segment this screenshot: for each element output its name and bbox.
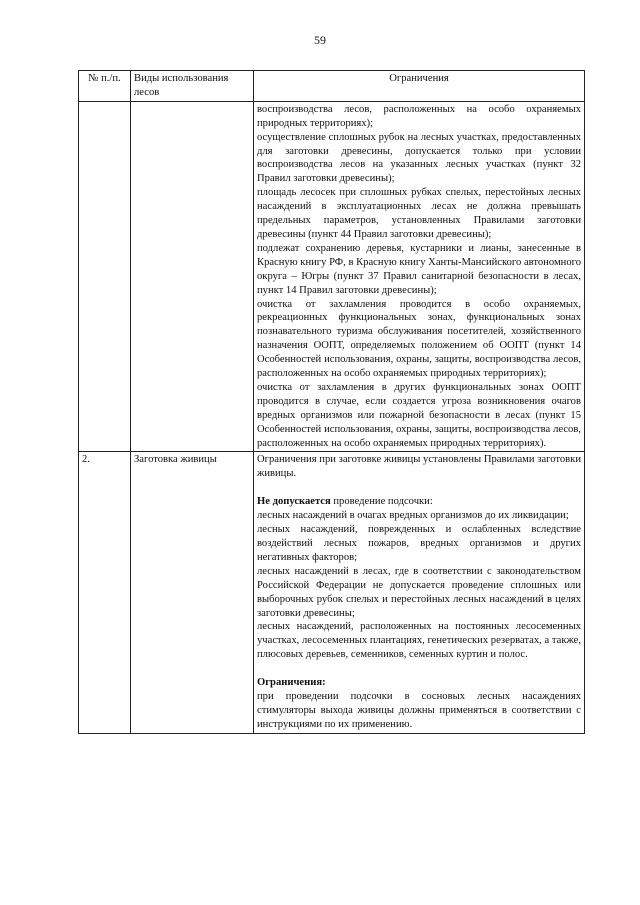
limits-text: при проведении подсочки в сосновых лесных насаждениях стимуляторы выхода живицы должны применяться в соответствии с инструкциями по их применению. (257, 691, 581, 730)
restrictions-cell (254, 101, 585, 452)
restriction-paragraph: осуществление сплошных рубок на лесных участках, предоставленных для заготовки древесины, допускается только при условии воспроизводства лесов на указанных лесных участках (пункт 32 Правил заготовки древесины); (257, 131, 581, 185)
header-restrictions: Ограничения (254, 71, 585, 102)
restrictions-table (78, 70, 585, 734)
table-row (79, 101, 585, 452)
ban-heading-bold: Не допускается (257, 496, 331, 508)
header-number: № п./п. (79, 71, 131, 102)
restriction-paragraph: подлежат сохранению деревья, кустарники и лианы, занесенные в Красную книгу РФ, в Красную книгу Ханты-Мансийского автономного округа – Югры (пункт 37 Правил санитарной безопасности в лесах, пункт 14 Правил заготовки древесины); (257, 242, 581, 296)
table-header-row (79, 71, 585, 102)
row-number-cell (79, 101, 131, 452)
table-row (79, 452, 585, 733)
ban-heading (257, 495, 581, 509)
restriction-paragraph: воспроизводства лесов, расположенных на особо охраняемых природных территориях); (257, 103, 581, 129)
row-kind-cell (131, 101, 254, 452)
restrictions-cell (254, 452, 585, 733)
page-number: 59 (314, 33, 326, 47)
restriction-paragraph: площадь лесосек при сплошных рубках спелых, перестойных лесных насаждений в эксплуатационных лесах не должна превышать предельных параметров, установленных Правилами заготовки древесины (пункт 44 Правил заготовки древесины); (257, 187, 581, 240)
restriction-paragraph: очистка от захламления проводится в особо охраняемых, рекреационных функциональных зонах, функциональных зонах познавательного туризма обслуживания посетителей, хозяйственного назначения ООПТ, определяемых положением об ООПТ (пункт 14 Особенностей использования, охраны, защиты, воспроизводства лесов, расположенных на особо охраняемых природных территориях); (257, 298, 581, 380)
ban-item: лесных насаждений в очагах вредных организмов до их ликвидации; (257, 510, 569, 522)
header-forest-use-type: Виды использования лесов (131, 71, 254, 102)
row-kind-cell: Заготовка живицы (131, 452, 254, 733)
ban-item: лесных насаждений, расположенных на постоянных лесосеменных участках, лесосеменных плантациях, генетических резерватах, а также, плюсовых деревьев, семенников, семенных куртин и полос. (257, 621, 581, 661)
row-number-cell: 2. (79, 452, 131, 733)
ban-heading-rest: проведение подсочки: (330, 496, 433, 508)
restriction-paragraph: очистка от захламления в других функциональных зонах ООПТ проводится в случае, если создается угроза возникновения очагов вредных организмов или пожарной безопасности в лесах (пункт 15 Особенностей использования, охраны, защиты, воспроизводства лесов, расположенных на особо охраняемых природных территориях). (257, 381, 581, 449)
limits-heading: Ограничения: (257, 677, 326, 689)
ban-item: лесных насаждений в лесах, где в соответствии с законодательством Российской Федерации не допускается проведение сплошных или выборочных рубок спелых и перестойных лесных насаждений в целях заготовки древесины; (257, 565, 581, 619)
restriction-intro: Ограничения при заготовке живицы установлены Правилами заготовки живицы. (257, 454, 581, 480)
ban-item: лесных насаждений, поврежденных и ослабленных вследствие воздействий лесных пожаров, вредных организмов и других негативных факторов; (257, 524, 581, 563)
